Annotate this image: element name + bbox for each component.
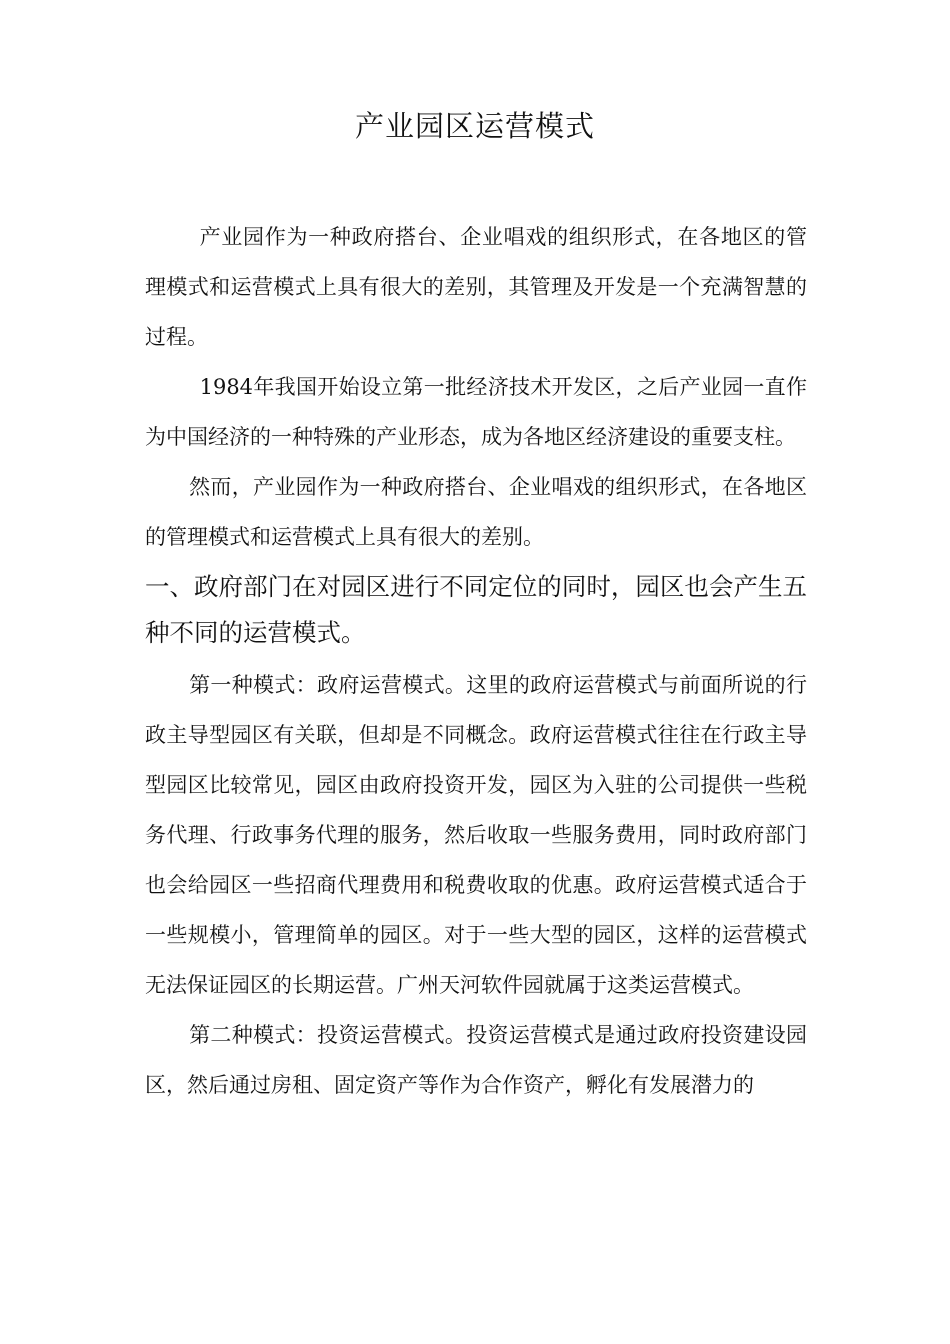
- paragraph-however: 然而，产业园作为一种政府搭台、企业唱戏的组织形式，在各地区的管理模式和运营模式上具有很大的差别。: [145, 475, 807, 549]
- document-body: [145, 212, 807, 1110]
- paragraph-mode-1: 第一种模式：政府运营模式。这里的政府运营模式与前面所说的行政主导型园区有关联，但却是不同概念。政府运营模式往往在行政主导型园区比较常见，园区由政府投资开发，园区为入驻的公司提供一些税务代理、行政事务代理的服务，然后收取一些服务费用，同时政府部门也会给园区一些招商代理费用和税费收取的优惠。政府运营模式适合于一些规模小，管理简单的园区。对于一些大型的园区，这样的运营模式无法保证园区的长期运营。广州天河软件园就属于这类运营模式。: [145, 673, 807, 997]
- paragraph-intro: 产业园作为一种政府搭台、企业唱戏的组织形式，在各地区的管理模式和运营模式上具有很大的差别，其管理及开发是一个充满智慧的过程。: [145, 225, 807, 349]
- paragraph-history: 1984年我国开始设立第一批经济技术开发区，之后产业园一直作为中国经济的一种特殊的产业形态，成为各地区经济建设的重要支柱。: [145, 375, 807, 449]
- section-heading-1: 一、政府部门在对园区进行不同定位的同时，园区也会产生五种不同的运营模式。: [145, 572, 807, 647]
- document-title: 产业园区运营模式: [354, 109, 595, 143]
- paragraph-mode-2: 第二种模式：投资运营模式。投资运营模式是通过政府投资建设园区，然后通过房租、固定资产等作为合作资产，孵化有发展潜力的: [145, 1023, 807, 1097]
